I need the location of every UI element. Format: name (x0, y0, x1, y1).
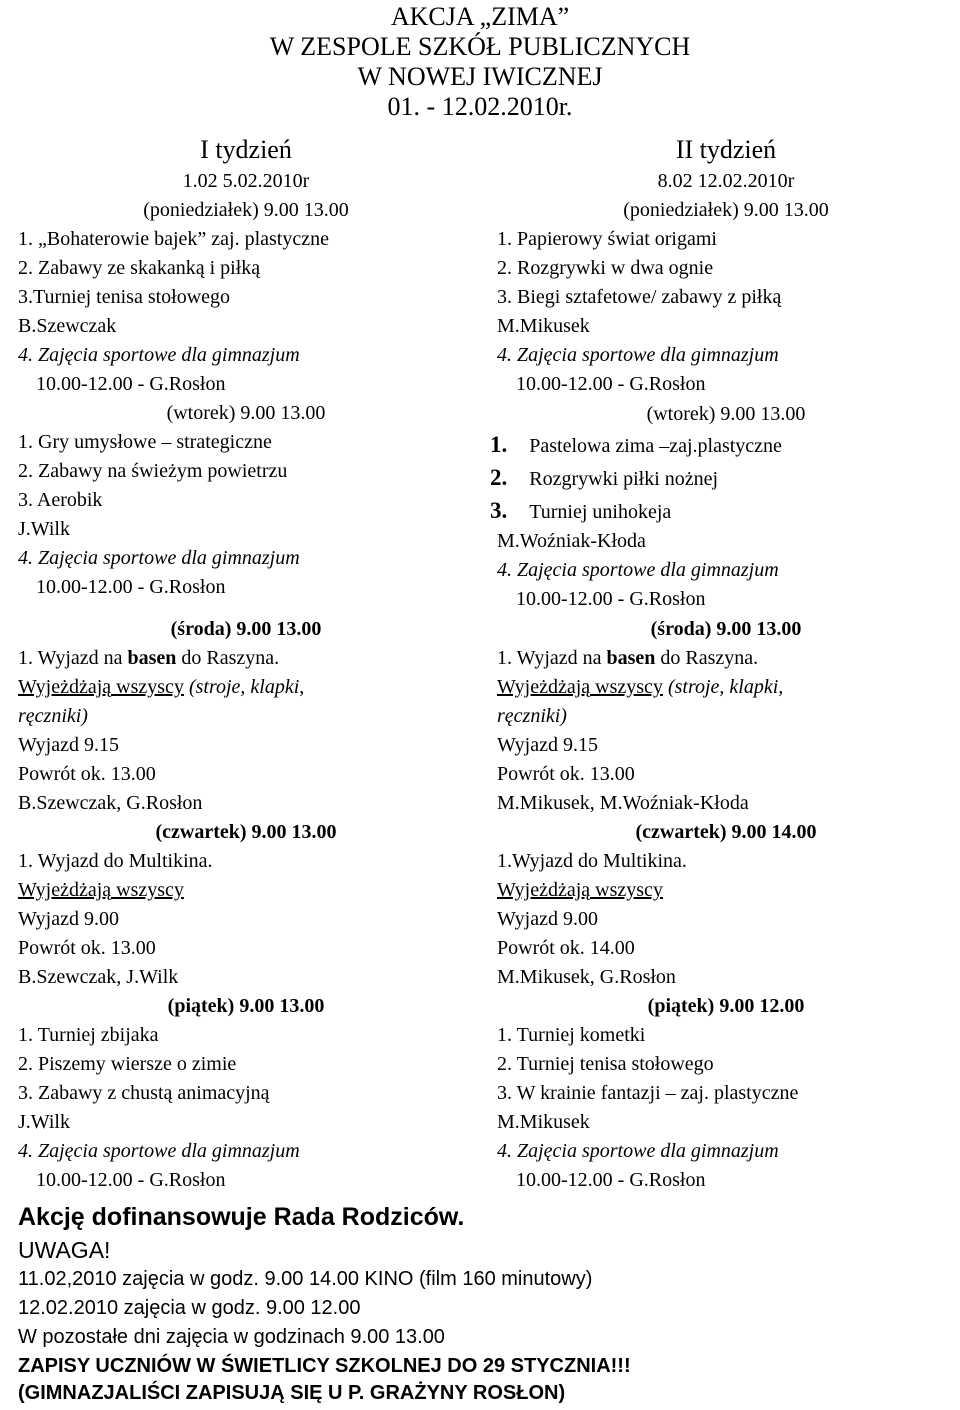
teacher-name: M.Mikusek, M.Woźniak-Kłoda (497, 792, 749, 814)
activity-line: Wyjeżdżają wszyscy (stroje, klapki, (18, 676, 305, 698)
return-time: Powrót ok. 13.00 (18, 937, 156, 959)
gym-activity: 4. Zajęcia sportowe dla gimnazjum (18, 547, 300, 569)
title-line: W ZESPOLE SZKÓŁ PUBLICZNYCH (269, 32, 691, 61)
activity-line: 1. Wyjazd do Multikina. (18, 850, 213, 872)
activity-line: 1. Pastelowa zima –zaj.plastyczne (490, 432, 782, 457)
gym-time: 10.00-12.00 - G.Rosłon (36, 576, 226, 598)
thursday-header: (czwartek) 9.00 14.00 (635, 821, 817, 843)
week-1-dates: 1.02 5.02.2010r (182, 170, 310, 192)
activity-line: 1. Turniej zbijaka (18, 1024, 159, 1046)
warning-label: UWAGA! (18, 1237, 111, 1263)
gym-activity: 4. Zajęcia sportowe dla gimnazjum (497, 1140, 779, 1162)
activity-line: ręczniki) (497, 705, 567, 727)
return-time: Powrót ok. 13.00 (497, 763, 635, 785)
teacher-name: B.Szewczak, G.Rosłon (18, 792, 203, 814)
schedule-note: W pozostałe dni zajęcia w godzinach 9.00 13.00 (18, 1326, 445, 1348)
tuesday-header: (wtorek) 9.00 13.00 (166, 402, 326, 424)
activity-line: 3. Turniej unihokeja (490, 498, 672, 523)
tuesday-header: (wtorek) 9.00 13.00 (646, 403, 806, 425)
activity-line: 2. Piszemy wiersze o zimie (18, 1053, 237, 1075)
gym-time: 10.00-12.00 - G.Rosłon (516, 373, 706, 395)
departure-time: Wyjazd 9.15 (497, 734, 598, 756)
activity-line: 3. Biegi sztafetowe/ zabawy z piłką (497, 286, 782, 308)
activity-line: 1. Turniej kometki (497, 1024, 646, 1046)
title-line: 01. - 12.02.2010r. (387, 92, 573, 121)
gym-time: 10.00-12.00 - G.Rosłon (36, 373, 226, 395)
thursday-header: (czwartek) 9.00 13.00 (155, 821, 337, 843)
activity-line: 1. Wyjazd na basen do Raszyna. (18, 647, 280, 669)
monday-header: (poniedziałek) 9.00 13.00 (623, 199, 829, 221)
activity-line: 3. W krainie fantazji – zaj. plastyczne (497, 1082, 799, 1104)
teacher-name: M.Woźniak-Kłoda (497, 530, 646, 552)
activity-line: Wyjeżdżają wszyscy (18, 879, 184, 901)
teacher-name: M.Mikusek (497, 315, 590, 337)
title-line: AKCJA „ZIMA” (390, 2, 570, 31)
activity-line: 1. Papierowy świat origami (497, 228, 717, 250)
activity-line: 2. Zabawy na świeżym powietrzu (18, 460, 288, 482)
friday-header: (piątek) 9.00 12.00 (647, 995, 805, 1017)
wednesday-header: (środa) 9.00 13.00 (650, 618, 802, 640)
return-time: Powrót ok. 13.00 (18, 763, 156, 785)
teacher-name: J.Wilk (18, 518, 70, 540)
week-2-title: II tydzień (675, 135, 777, 164)
activity-line: 2. Rozgrywki piłki nożnej (490, 465, 719, 490)
teacher-name: B.Szewczak, J.Wilk (18, 966, 179, 988)
gym-activity: 4. Zajęcia sportowe dla gimnazjum (18, 1140, 300, 1162)
wednesday-header: (środa) 9.00 13.00 (170, 618, 322, 640)
gym-time: 10.00-12.00 - G.Rosłon (516, 1169, 706, 1191)
gym-time: 10.00-12.00 - G.Rosłon (36, 1169, 226, 1191)
activity-line: ręczniki) (18, 705, 88, 727)
title-line: W NOWEJ IWICZNEJ (357, 62, 603, 91)
schedule-note: 11.02,2010 zajęcia w godz. 9.00 14.00 KINO (film 160 minutowy) (18, 1268, 593, 1290)
activity-line: Wyjeżdżają wszyscy (stroje, klapki, (497, 676, 784, 698)
week-1-title: I tydzień (200, 135, 292, 164)
gym-activity: 4. Zajęcia sportowe dla gimnazjum (497, 344, 779, 366)
week-2-dates: 8.02 12.02.2010r (657, 170, 795, 192)
activity-line: 3.Turniej tenisa stołowego (18, 286, 231, 308)
return-time: Powrót ok. 14.00 (497, 937, 635, 959)
funding-note: Akcję dofinansowuje Rada Rodziców. (18, 1203, 465, 1231)
teacher-name: M.Mikusek (497, 1111, 590, 1133)
activity-line: 2. Turniej tenisa stołowego (497, 1053, 714, 1075)
activity-line: 3. Zabawy z chustą animacyjną (18, 1082, 270, 1104)
activity-line: 1. „Bohaterowie bajek” zaj. plastyczne (18, 228, 329, 250)
teacher-name: J.Wilk (18, 1111, 70, 1133)
gym-activity: 4. Zajęcia sportowe dla gimnazjum (18, 344, 300, 366)
activity-line: 2. Rozgrywki w dwa ognie (497, 257, 714, 279)
departure-time: Wyjazd 9.00 (497, 908, 598, 930)
friday-header: (piątek) 9.00 13.00 (167, 995, 325, 1017)
schedule-note: 12.02.2010 zajęcia w godz. 9.00 12.00 (18, 1297, 361, 1319)
activity-line: 1. Wyjazd na basen do Raszyna. (497, 647, 759, 669)
activity-line: 2. Zabawy ze skakanką i piłką (18, 257, 261, 279)
teacher-name: B.Szewczak (18, 315, 117, 337)
signup-note: ZAPISY UCZNIÓW W ŚWIETLICY SZKOLNEJ DO 29 STYCZNIA!!! (18, 1355, 631, 1377)
activity-line: Wyjeżdżają wszyscy (497, 879, 663, 901)
activity-line: 1.Wyjazd do Multikina. (497, 850, 687, 872)
teacher-name: M.Mikusek, G.Rosłon (497, 966, 676, 988)
monday-header: (poniedziałek) 9.00 13.00 (143, 199, 349, 221)
gym-activity: 4. Zajęcia sportowe dla gimnazjum (497, 559, 779, 581)
activity-line: 3. Aerobik (18, 489, 103, 511)
activity-line: 1. Gry umysłowe – strategiczne (18, 431, 272, 453)
departure-time: Wyjazd 9.00 (18, 908, 119, 930)
gym-signup-note: (GIMNAZJALIŚCI ZAPISUJĄ SIĘ U P. GRAŻYNY ROSŁON) (18, 1382, 566, 1404)
gym-time: 10.00-12.00 - G.Rosłon (516, 588, 706, 610)
departure-time: Wyjazd 9.15 (18, 734, 119, 756)
